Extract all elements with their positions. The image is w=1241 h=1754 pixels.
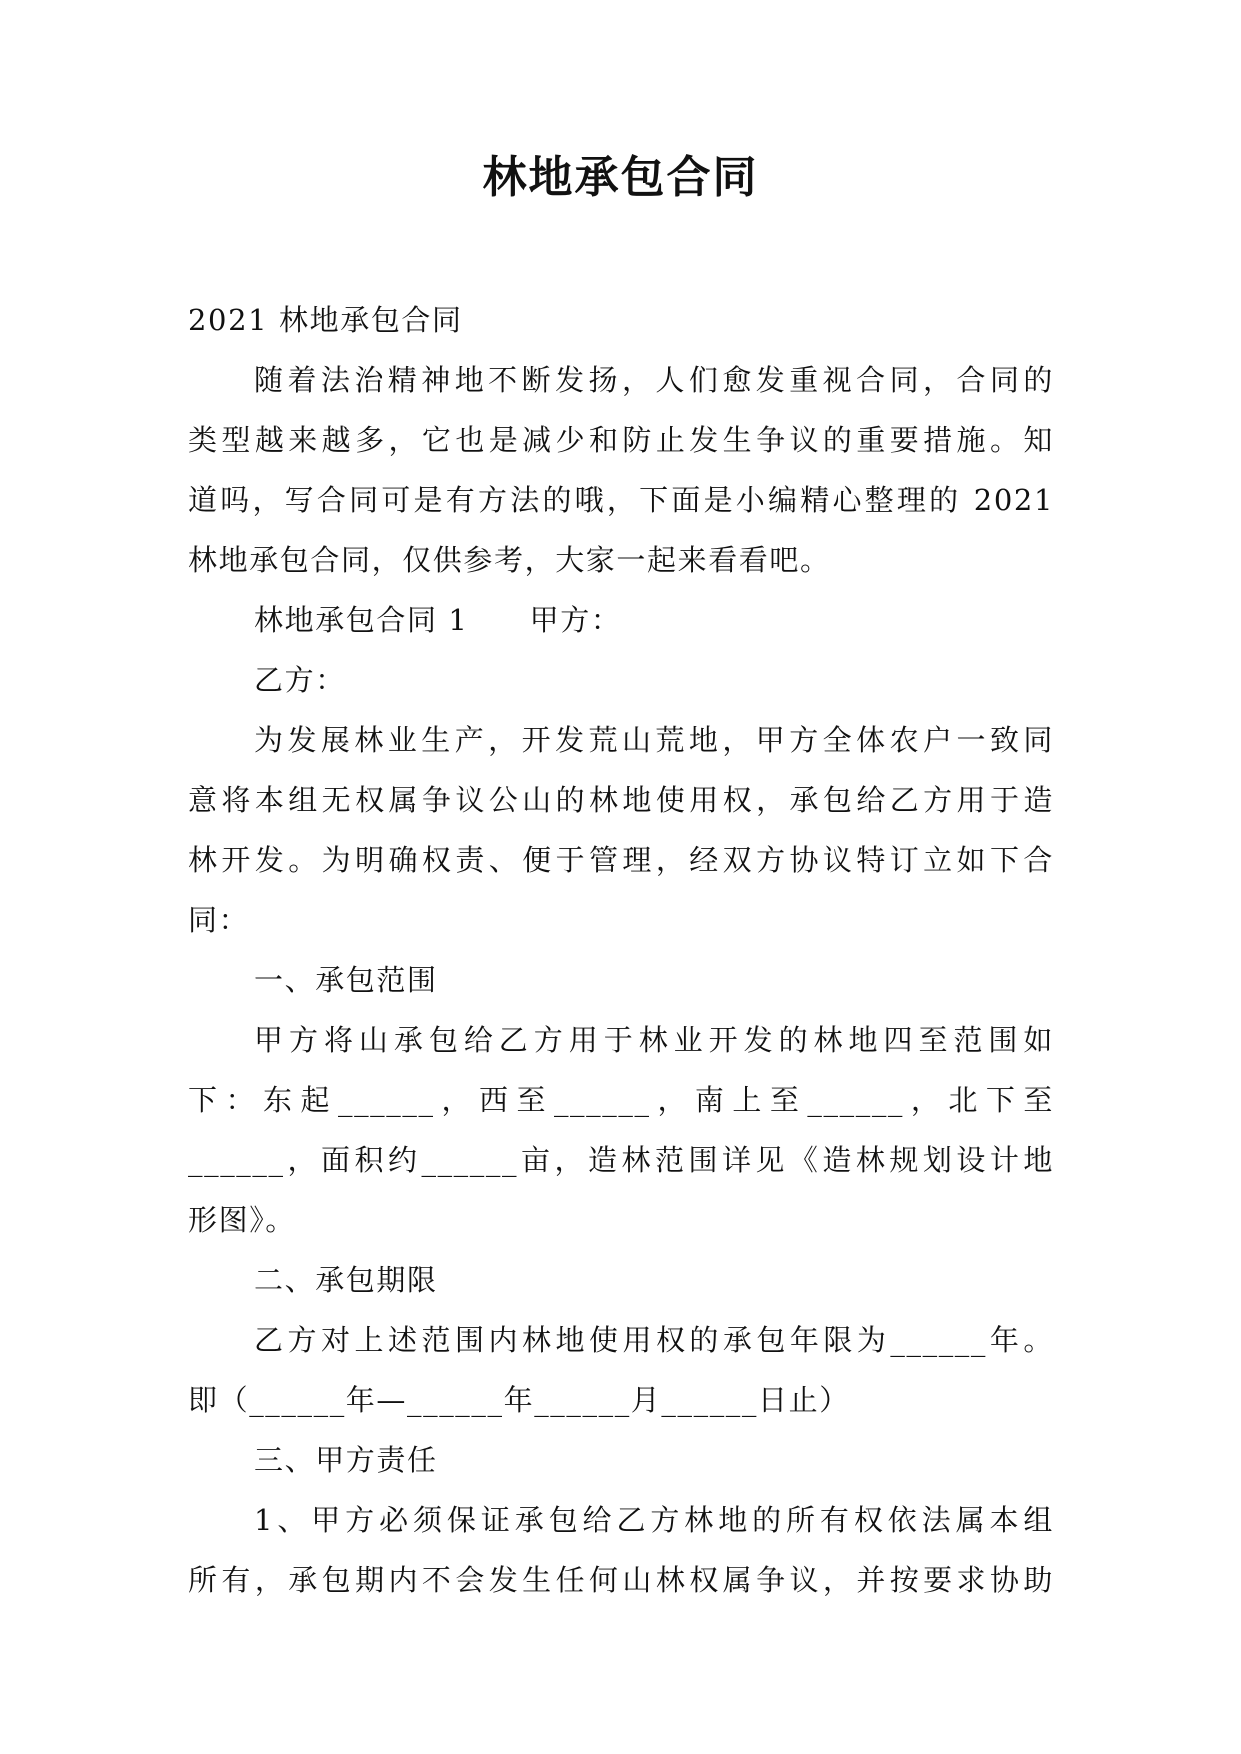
text-line: 林开发。为明确权责、便于管理，经双方协议特订立如下合 [188,843,1054,877]
text-line: 2021 林地承包合同 [188,303,463,337]
text-line: 意将本组无权属争议公山的林地使用权，承包给乙方用于造 [188,783,1054,817]
text-line: 所有，承包期内不会发生任何山林权属争议，并按要求协助 [188,1563,1054,1597]
text-line: 林地承包合同，仅供参考，大家一起来看看吧。 [188,543,831,577]
text-line: 乙方对上述范围内林地使用权的承包年限为______年。 [254,1323,1054,1357]
text-line: 下：东起______，西至______，南上至______，北下至 [188,1083,1054,1117]
text-line: 即（______年—______年______月______日止） [188,1383,850,1417]
text-line: 同： [188,903,250,937]
text-line: 林地承包合同 1 甲方： [254,603,622,637]
text-line: 乙方： [254,663,346,697]
text-line: ______，面积约______亩，造林范围详见《造林规划设计地 [188,1143,1054,1177]
text-line: 类型越来越多，它也是减少和防止发生争议的重要措施。知 [188,423,1054,457]
text-line: 形图》。 [188,1203,296,1237]
text-line: 道吗，写合同可是有方法的哦，下面是小编精心整理的 2021 [188,483,1054,517]
text-line: 二、承包期限 [254,1263,438,1297]
text-line: 随着法治精神地不断发扬，人们愈发重视合同，合同的 [254,363,1054,397]
text-line: 甲方将山承包给乙方用于林业开发的林地四至范围如 [254,1023,1054,1057]
text-line: 三、甲方责任 [254,1443,438,1477]
text-line: 1、甲方必须保证承包给乙方林地的所有权依法属本组 [254,1503,1054,1537]
text-line: 一、承包范围 [254,963,438,997]
document-body [188,290,1054,1610]
document-title: 林地承包合同 [482,152,759,203]
text-line: 为发展林业生产，开发荒山荒地，甲方全体农户一致同 [254,723,1054,757]
